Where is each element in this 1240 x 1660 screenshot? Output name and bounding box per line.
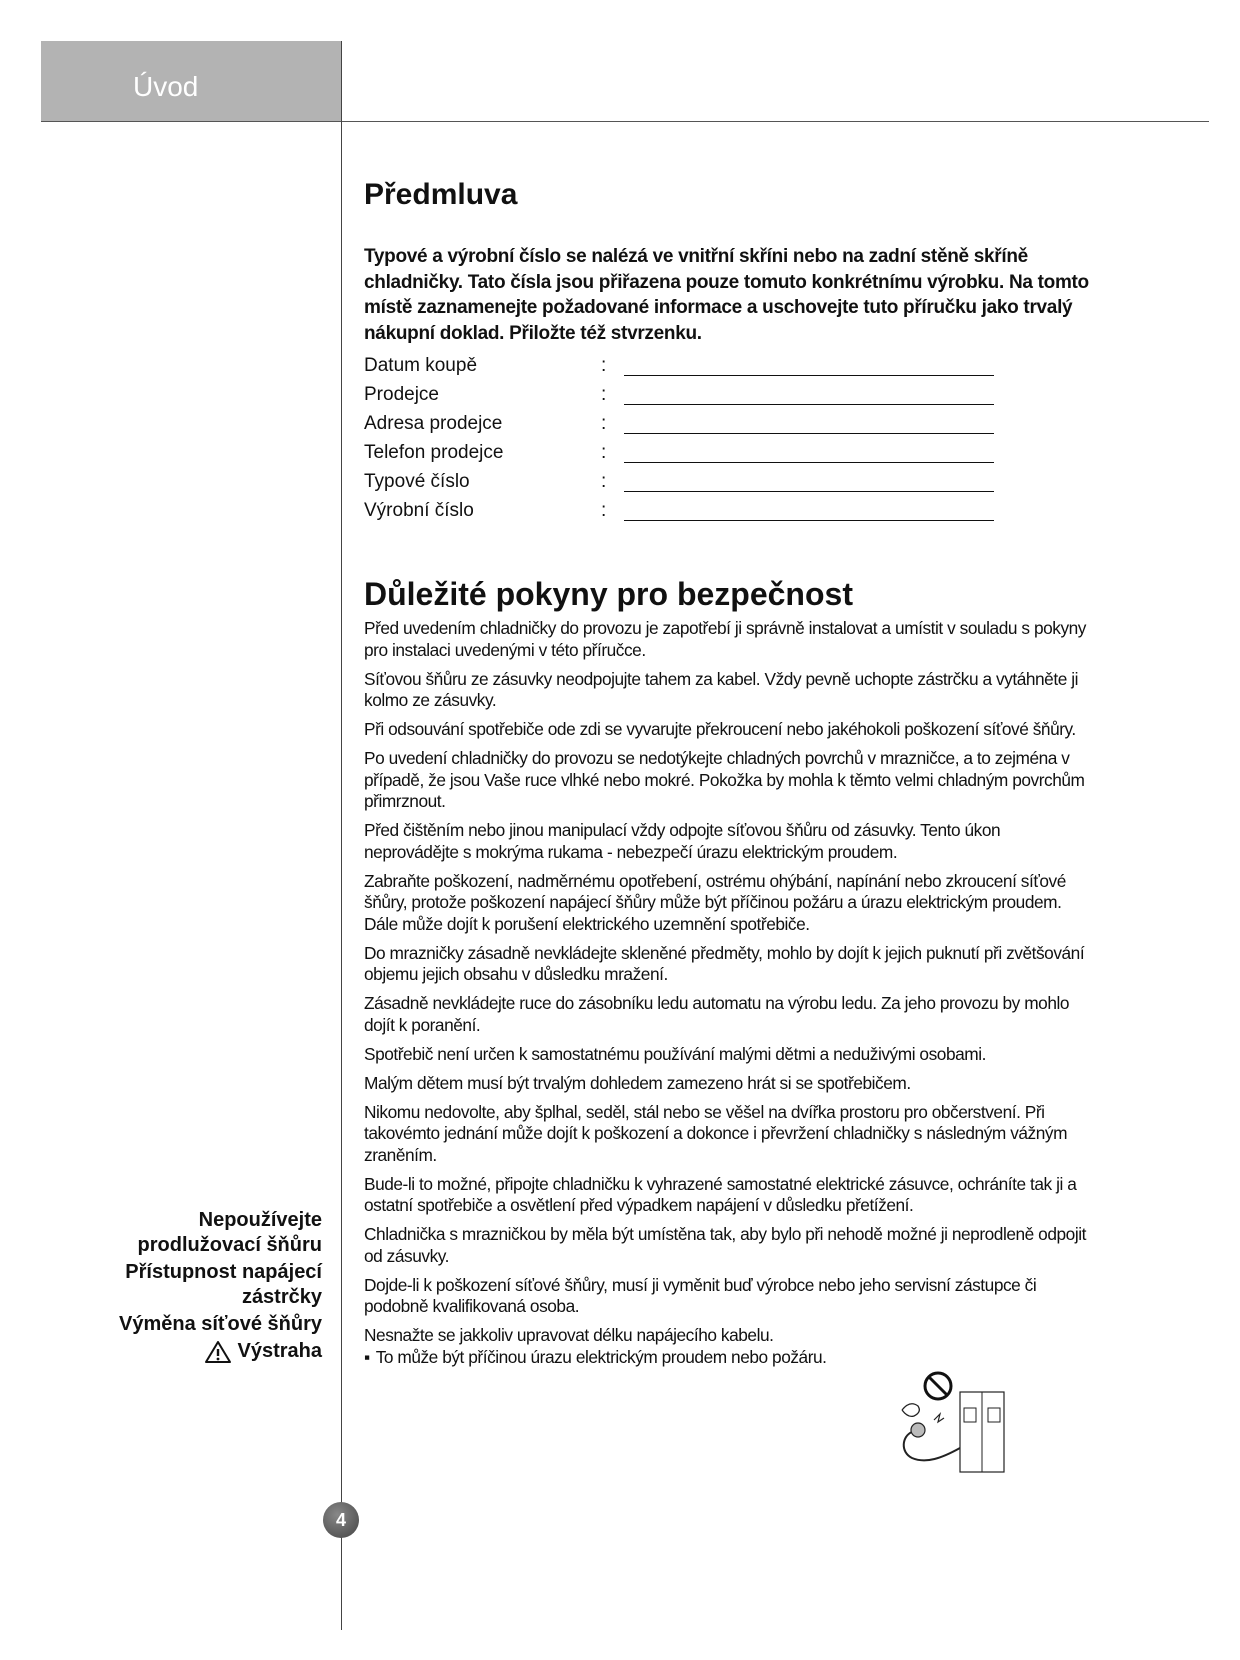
bullet-text: ▪ To může být příčinou úrazu elektrickým proudem nebo požáru. (364, 1347, 827, 1367)
safety-paragraph: Zabraňte poškození, nadměrnému opotřebení, ostrému ohýbání, napínání nebo zkroucení síťové šňůry, protože poškození napájecí šňůry může být příčinou požáru a úrazu elektrickým proudem. Dále může dojít k porušení elektrického uzemnění spotřebiče. (364, 870, 1066, 934)
warning-label-text: Výstraha (237, 1340, 322, 1362)
side-labels (102, 1208, 322, 1371)
safety-paragraph: Bude-li to možné, připojte chladničku k vyhrazené samostatné elektrické zásuvce, ochráníte tak ji a ostatní spotřebiče a osvětlení před výpadkem napájení v důsledku přetížení. (364, 1173, 1077, 1215)
foreword-intro: Typové a výrobní číslo se nalézá ve vnitřní skříni nebo na zadní stěně skříně chladničky. Tato čísla jsou přiřazena pouze tomuto konkrétnímu výrobku. Na tomto místě zaznamenejte požadované informace a uschovejte tuto příručku jako trvalý nákupní doklad. Přiložte též stvrzenku. (364, 246, 1089, 344)
label-cord-replacement: Výměna síťové šňůry (118, 1313, 322, 1335)
fill-in-line (624, 433, 994, 434)
form-label: Telefon prodejce (364, 442, 504, 463)
safety-paragraph: Malým dětem musí být trvalým dohledem zamezeno hrát si se spotřebičem. (364, 1072, 911, 1093)
safety-title: Důležité pokyny pro bezpečnost (364, 576, 853, 612)
safety-bullet (364, 1347, 884, 1369)
form-colon: : (601, 500, 607, 521)
form-colon: : (601, 355, 607, 376)
safety-paragraph: Před čištěním nebo jinou manipulací vždy odpojte síťovou šňůru od zásuvky. Tento úkon neprovádějte s mokrýma rukama - nebezpečí úrazu elektrickým proudem. (364, 820, 1001, 862)
form-colon: : (601, 384, 607, 405)
fill-in-line (624, 462, 994, 463)
label-no-extension-cord: Nepoužívejte prodlužovací šňůru (137, 1209, 322, 1256)
warning-triangle-icon (204, 1340, 232, 1364)
form-colon: : (601, 442, 607, 463)
section-title: Úvod (133, 71, 199, 102)
safety-paragraph: Spotřebič není určen k samostatnému používání malými dětmi a neduživými osobami. (364, 1043, 986, 1064)
safety-paragraph: Do mrazničky zásadně nevkládejte skleněné předměty, mohlo by dojít k jejich puknutí při zvětšování objemu jejich obsahu v důsledku mražení. (364, 942, 1085, 984)
safety-instructions (364, 618, 1094, 1368)
safety-paragraph: Síťovou šňůru ze zásuvky neodpojujte tahem za kabel. Vždy pevně uchopte zástrčku a vytáhněte ji kolmo ze zásuvky. (364, 668, 1078, 710)
label-plug-access: Přístupnost napájecí zástrčky (125, 1261, 322, 1308)
no-cord-modification-illustration (890, 1370, 1010, 1480)
form-label: Výrobní číslo (364, 500, 474, 521)
form-label: Adresa prodejce (364, 413, 503, 434)
fill-in-line (624, 520, 994, 521)
label-warning (204, 1339, 323, 1364)
margin-divider (341, 41, 342, 1630)
form-colon: : (601, 471, 607, 492)
fill-in-line (624, 491, 994, 492)
form-label: Datum koupě (364, 355, 478, 376)
fill-in-line (624, 375, 994, 376)
header-divider (41, 121, 1209, 122)
safety-paragraph-last: Nesnažte se jakkoliv upravovat délku napájecího kabelu. (364, 1325, 774, 1345)
form-label: Typové číslo (364, 471, 470, 492)
fill-in-line (624, 404, 994, 405)
safety-paragraph: Zásadně nevkládejte ruce do zásobníku ledu automatu na výrobu ledu. Za jeho provozu by mohlo dojít k poranění. (364, 993, 1070, 1035)
safety-paragraph: Chladnička s mrazničkou by měla být umístěna tak, aby bylo při nehodě možné ji neprodleně odpojit od zásuvky. (364, 1224, 1086, 1266)
safety-paragraph: Nikomu nedovolte, aby šplhal, seděl, stál nebo se věšel na dvířka prostoru pro občerstvení. Při takovémto jednání může dojít k poškození a dokonce i převržení chladničky s následným vážným zraněním. (364, 1101, 1068, 1165)
form-label: Prodejce (364, 384, 439, 405)
safety-paragraph: Před uvedením chladničky do provozu je zapotřebí ji správně instalovat a umístit v souladu s pokyny pro instalaci uvedenými v této příručce. (364, 618, 1086, 660)
section-header-tab (41, 41, 342, 121)
safety-paragraph: Při odsouvání spotřebiče ode zdi se vyvarujte překroucení nebo jakéhokoli poškození síťové šňůry. (364, 719, 1076, 739)
form-colon: : (601, 413, 607, 434)
page-number-badge: 4 (323, 1502, 359, 1538)
foreword-title: Předmluva (364, 178, 518, 211)
safety-paragraph: Po uvedení chladničky do provozu se nedotýkejte chladných povrchů v mrazničce, a to zejména v případě, že jsou Vaše ruce vlhké nebo mokré. Pokožka by mohla k těmto velmi chladným povrchům přimrznout. (364, 748, 1085, 811)
safety-paragraph: Dojde-li k poškození síťové šňůry, musí ji vyměnit buď výrobce nebo jeho servisní zástupce či podobně kvalifikovaná osoba. (364, 1274, 1037, 1316)
